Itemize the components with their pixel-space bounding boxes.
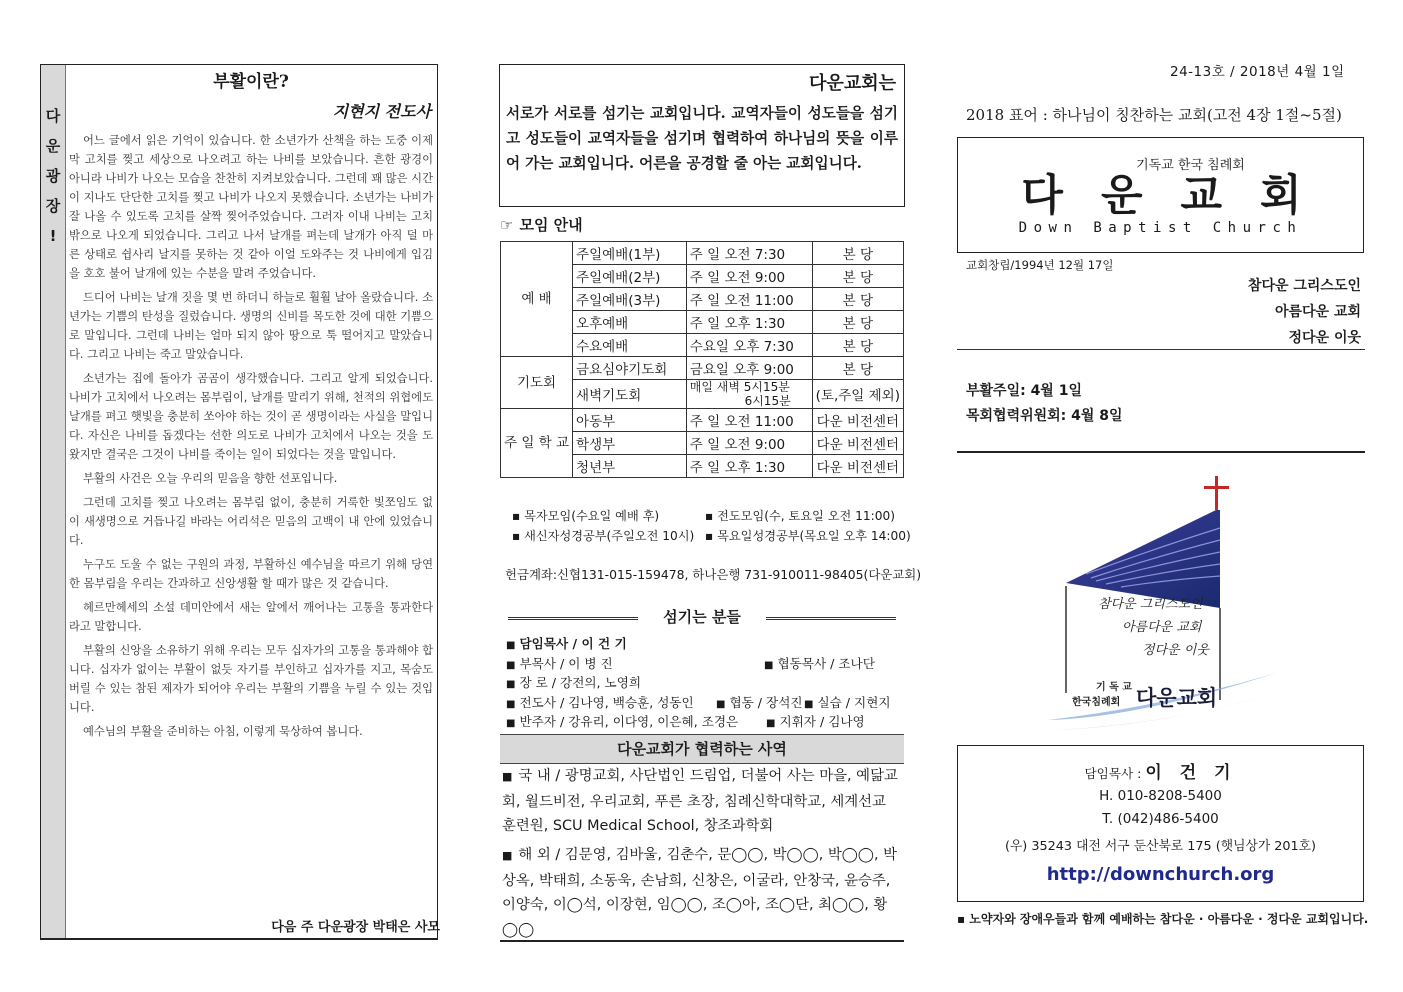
side-label-strip [41, 65, 66, 938]
about-text: 서로가 서로를 섬기는 교회입니다. 교역자들이 성도들을 섬기고 성도들이 교역자들을 섬기며 협력하여 하나님의 뜻을 이루어 가는 교회입니다. 어른을 공경할 줄 아는 교회입니다. [506, 105, 898, 172]
server-item [506, 633, 627, 652]
meeting-name: 새벽기도회 [573, 380, 687, 409]
side-label-char: ! [49, 227, 57, 245]
server-item [716, 692, 803, 711]
cooperation-title: 다운교회가 협력하는 사역 [500, 734, 904, 764]
meeting-place: 본 당 [812, 311, 903, 334]
meeting-name: 금요심야기도회 [573, 357, 687, 380]
server-item [506, 672, 641, 691]
contact-box [957, 745, 1364, 902]
meeting-name: 주일예배(2부) [573, 265, 687, 288]
side-label-char: 다 [45, 107, 61, 125]
meeting-place: 본 당 [812, 334, 903, 357]
servers-title: 섬기는 분들 [500, 606, 904, 627]
event-item: 부활주일: 4월 1일 [966, 383, 1082, 399]
server-text: 전도사 / 김나영, 백승훈, 성동인 [519, 695, 694, 710]
server-item [766, 711, 865, 730]
pastor-line [958, 758, 1363, 783]
roof-shape [1066, 510, 1220, 608]
meeting-time-line2: 6시15분 [744, 394, 791, 408]
meeting-place: 본 당 [812, 357, 903, 380]
essay-paragraph: 부활의 사건은 오늘 우리의 믿음을 향한 선포입니다. [83, 472, 338, 485]
logo-small-label: 기 독 교 [1096, 682, 1132, 693]
essay-author: 지현지 전도사 [332, 102, 431, 121]
logo-small-label: 한국침례회 [1072, 697, 1121, 708]
essay-paragraph: 누구도 도울 수 없는 구원의 과정, 부활하신 예수님을 따르기 위해 당연한 몸부림을 우리는 간과하고 신앙생활 할 때가 많은 것 같습니다. [69, 558, 433, 590]
meetings-title-text: 모임 안내 [519, 216, 583, 234]
essay-paragraph: 소년가는 집에 돌아가 곰곰이 생각했습니다. 그리고 알게 되었습니다. 나비가 고치에서 나오려는 몸부림이, 날개를 말리기 위해, 천적의 위협에도 날개를 펴고 햇빛을 충분히 쏘아야 하는 것이 곧 생명이라는 사실을 말입니다. 자신은 나비를 돕겠다는 선한 의도로 나비가 고치에서 나오는 것을 도왔지만 결국은 그것이 나비를 죽이는 일이 되었다는 것을 말입니다. [69, 372, 433, 461]
square-bullet-icon: ■ [502, 849, 513, 862]
meeting-place: 본 당 [812, 242, 903, 265]
table-row [501, 357, 904, 380]
server-text: 협동 / 장석진 [729, 695, 803, 710]
square-bullet-icon: ■ [506, 718, 516, 729]
meeting-note: ▪ 목요일성경공부(목요일 오후 14:00) [705, 529, 911, 543]
meeting-time: 수요일 오후 7:30 [686, 334, 812, 357]
meeting-name: 주일예배(1부) [573, 242, 687, 265]
about-title: 다운교회는 [809, 73, 896, 94]
category-cell: 기도회 [501, 357, 573, 409]
address: (우) 35243 대전 서구 둔산북로 175 (햇님상가 201호) [1004, 839, 1317, 854]
category-cell: 예 배 [501, 242, 573, 357]
cross-icon-bar [1204, 486, 1229, 489]
meeting-place: (토,주일 제외) [812, 380, 903, 409]
server-text: 지휘자 / 김나영 [779, 714, 865, 729]
church-name-english: Down Baptist Church [1018, 220, 1303, 236]
square-bullet-icon: ■ [506, 699, 516, 710]
meeting-place: 본 당 [812, 288, 903, 311]
website-link[interactable]: http://downchurch.org [1046, 864, 1275, 885]
meeting-place: 본 당 [812, 265, 903, 288]
meeting-time-line1: 매일 새벽 5시15분 [689, 380, 790, 394]
meeting-time: 주 일 오후 1:30 [686, 455, 812, 478]
logo-slogan: 아름다운 교회 [1122, 620, 1202, 635]
essay-paragraph: 헤르만헤세의 소설 데미안에서 새는 알에서 깨어나는 고통을 통과한다라고 말합니다. [69, 601, 433, 633]
phone-home: H. 010-8208-5400 [1099, 788, 1222, 804]
cooperation-domestic [502, 764, 904, 839]
meeting-name: 오후예배 [573, 311, 687, 334]
meeting-name: 학생부 [573, 432, 687, 455]
phone-office: T. (042)486-5400 [1102, 811, 1219, 827]
logo-slogan: 정다운 이웃 [1142, 643, 1209, 658]
essay-body [69, 131, 433, 746]
side-label-char: 운 [45, 137, 61, 155]
server-text: 담임목사 / 이 건 기 [519, 636, 627, 651]
meeting-time: 주 일 오전 9:00 [686, 265, 812, 288]
slogan: 정다운 이웃 [1288, 330, 1361, 346]
offering-account: 헌금계좌:신협131-015-159478, 하나은행 731-910011-98405(다운교회) [505, 567, 922, 582]
divider [40, 938, 438, 940]
cooperation-overseas [502, 843, 904, 942]
yearly-motto: 2018 표어 : 하나님이 칭찬하는 교회(고전 4장 1절~5절) [966, 106, 1342, 124]
about-church-box [499, 64, 905, 207]
essay-paragraph: 예수님의 부활을 준비하는 아침, 이렇게 묵상하여 봅니다. [83, 725, 363, 738]
square-bullet-icon: ■ [506, 640, 516, 651]
founded-date: 교회창립/1994년 12월 17일 [966, 258, 1114, 272]
slogan: 참다운 그리스도인 [1247, 278, 1361, 294]
event-item: 목회협력위원회: 4월 8일 [966, 408, 1123, 424]
essay-paragraph: 부활의 신앙을 소유하기 위해 우리는 모두 십자가의 고통을 통과해야 합니다. 십자가 없이는 부활이 없듯 자기를 부인하고 십자가를 지고, 목숨도 버릴 수 있는 참된 제자가 되어야 우리는 부활의 기쁨을 누릴 수 있는 것입니다. [69, 644, 433, 714]
denomination: 기독교 한국 침례회 [1136, 158, 1245, 173]
essay-title: 부활이란? [213, 72, 289, 92]
square-bullet-icon: ■ [502, 770, 513, 783]
meeting-place: 다운 비전센터 [812, 455, 903, 478]
meeting-time: 주 일 오전 11:00 [686, 288, 812, 311]
pastor-name: 이 건 기 [1145, 763, 1237, 783]
square-bullet-icon: ■ [804, 699, 814, 710]
divider [957, 451, 1365, 453]
meeting-time: 주 일 오후 1:30 [686, 311, 812, 334]
server-item [804, 692, 891, 711]
category-cell: 주 일 학 교 [501, 409, 573, 478]
church-name: 다운교회 [1021, 171, 1340, 221]
meeting-note: ▪ 전도모임(수, 토요일 오전 11:00) [705, 509, 895, 523]
side-label-char: 광 [45, 167, 61, 185]
pointing-hand-icon: ☞ [500, 216, 514, 234]
meeting-name: 수요예배 [573, 334, 687, 357]
meeting-time: 주 일 오전 7:30 [686, 242, 812, 265]
meeting-place: 다운 비전센터 [812, 409, 903, 432]
meeting-note: ▪ 목자모임(수요일 예배 후) [512, 509, 660, 523]
meeting-time: 금요일 오후 9:00 [686, 357, 812, 380]
square-bullet-icon: ■ [506, 660, 516, 671]
server-text: 실습 / 지현지 [817, 695, 891, 710]
server-item [764, 653, 875, 672]
cooperation-text: 해 외 / 김문영, 김바울, 김춘수, 문◯◯, 박◯◯, 박◯◯, 박상옥, 박태희, 소동욱, 손남희, 신창은, 이굴라, 안창국, 윤승주, 이양숙, 이◯석, 이장현, 임◯◯, 조◯아, 조◯단, 최◯◯, 황◯◯ [502, 847, 898, 938]
slogan: 아름다운 교회 [1274, 304, 1361, 320]
table-row [501, 409, 904, 432]
meeting-note: ▪ 새신자성경공부(주일오전 10시) [512, 529, 695, 543]
essay-paragraph: 드디어 나비는 날개 짓을 몇 번 하더니 하늘로 훨훨 날아 올랐습니다. 소년가는 기쁨의 탄성을 질렀습니다. 생명의 신비를 목도한 것에 대한 기쁨으로 말입니다. 그런데 나비는 얼마 되지 않아 땅으로 툭 떨어지고 말았습니다. 그리고 나비는 죽고 말았습니다. [69, 291, 433, 361]
meeting-time [686, 380, 812, 409]
server-item [506, 653, 613, 672]
meeting-name: 청년부 [573, 455, 687, 478]
server-item [506, 692, 694, 711]
bottom-note: ▪ 노약자와 장애우들과 함께 예배하는 참다운 · 아름다운 · 정다운 교회입니다. [957, 912, 1369, 926]
church-name-box [957, 137, 1364, 253]
issue-date: 24-13호 / 2018년 4월 1일 [1170, 64, 1345, 80]
church-logo [1046, 468, 1286, 738]
meeting-place: 다운 비전센터 [812, 432, 903, 455]
square-bullet-icon: ■ [764, 660, 774, 671]
square-bullet-icon: ■ [766, 718, 776, 729]
server-text: 협동목사 / 조나단 [777, 656, 875, 671]
table-row [501, 242, 904, 265]
next-week-note: 다음 주 다운광장 박태은 사모 [271, 920, 440, 935]
server-item [506, 711, 738, 730]
meeting-time: 주 일 오전 11:00 [686, 409, 812, 432]
cross-icon [1215, 476, 1218, 510]
meetings-title [500, 214, 583, 235]
divider [957, 349, 1365, 350]
essay-paragraph: 어느 글에서 읽은 기억이 있습니다. 한 소년가가 산책을 하는 도중 이제 막 고치를 찢고 세상으로 나오려고 하는 나비를 보았습니다. 흔한 광경이 아니라 나비가 나오는 모습을 찬찬히 지켜보았습니다. 그런데 꽤 많은 시간이 지나도 단단한 고치를 찢고 나비가 나오지 못했습니다. 소년가는 나비가 잘 나올 수 있도록 고치를 살짝 찢어주었습니다. 그러자 이내 나비는 고치 밖으로 나오게 되었습니다. 그리고 나서 날개를 펴는데 날개가 아직 덜 마른 상태로 쉽사리 날지를 못하는 것 같아 이얼 도와주는 것 나비에게 입김을 호호 불어 날개에 있는 수분을 말려 주었습니다. [69, 134, 433, 280]
meeting-name: 주일예배(3부) [573, 288, 687, 311]
server-text: 반주자 / 강유리, 이다영, 이은혜, 조경은 [519, 714, 739, 729]
essay-box [40, 64, 438, 939]
divider [500, 940, 904, 942]
essay-paragraph: 그런데 고치를 찢고 나오려는 몸부림 없이, 충분히 거룩한 빛쪼임도 없이 새생명으로 거듭나길 바라는 어리석은 믿음의 고백이 내 안에 있었습니다. [69, 496, 433, 547]
pastor-label: 담임목사 : [1084, 766, 1142, 781]
logo-church-name: 다운교회 [1136, 686, 1218, 710]
meetings-table [500, 241, 904, 478]
side-label-char: 장 [45, 197, 61, 215]
square-bullet-icon: ■ [716, 699, 726, 710]
meeting-time: 주 일 오전 9:00 [686, 432, 812, 455]
server-text: 장 로 / 강전의, 노영희 [519, 675, 642, 690]
meeting-name: 아동부 [573, 409, 687, 432]
square-bullet-icon: ■ [506, 679, 516, 690]
logo-slogan: 참다운 그리스도인 [1098, 597, 1203, 612]
cooperation-text: 국 내 / 광명교회, 사단법인 드림업, 더불어 사는 마을, 예닮교회, 월드비전, 우리교회, 푸른 초장, 침례신학대학교, 세계선교 훈련원, SCU Medical School, 창조과학회 [502, 768, 898, 834]
server-text: 부목사 / 이 병 진 [519, 656, 613, 671]
